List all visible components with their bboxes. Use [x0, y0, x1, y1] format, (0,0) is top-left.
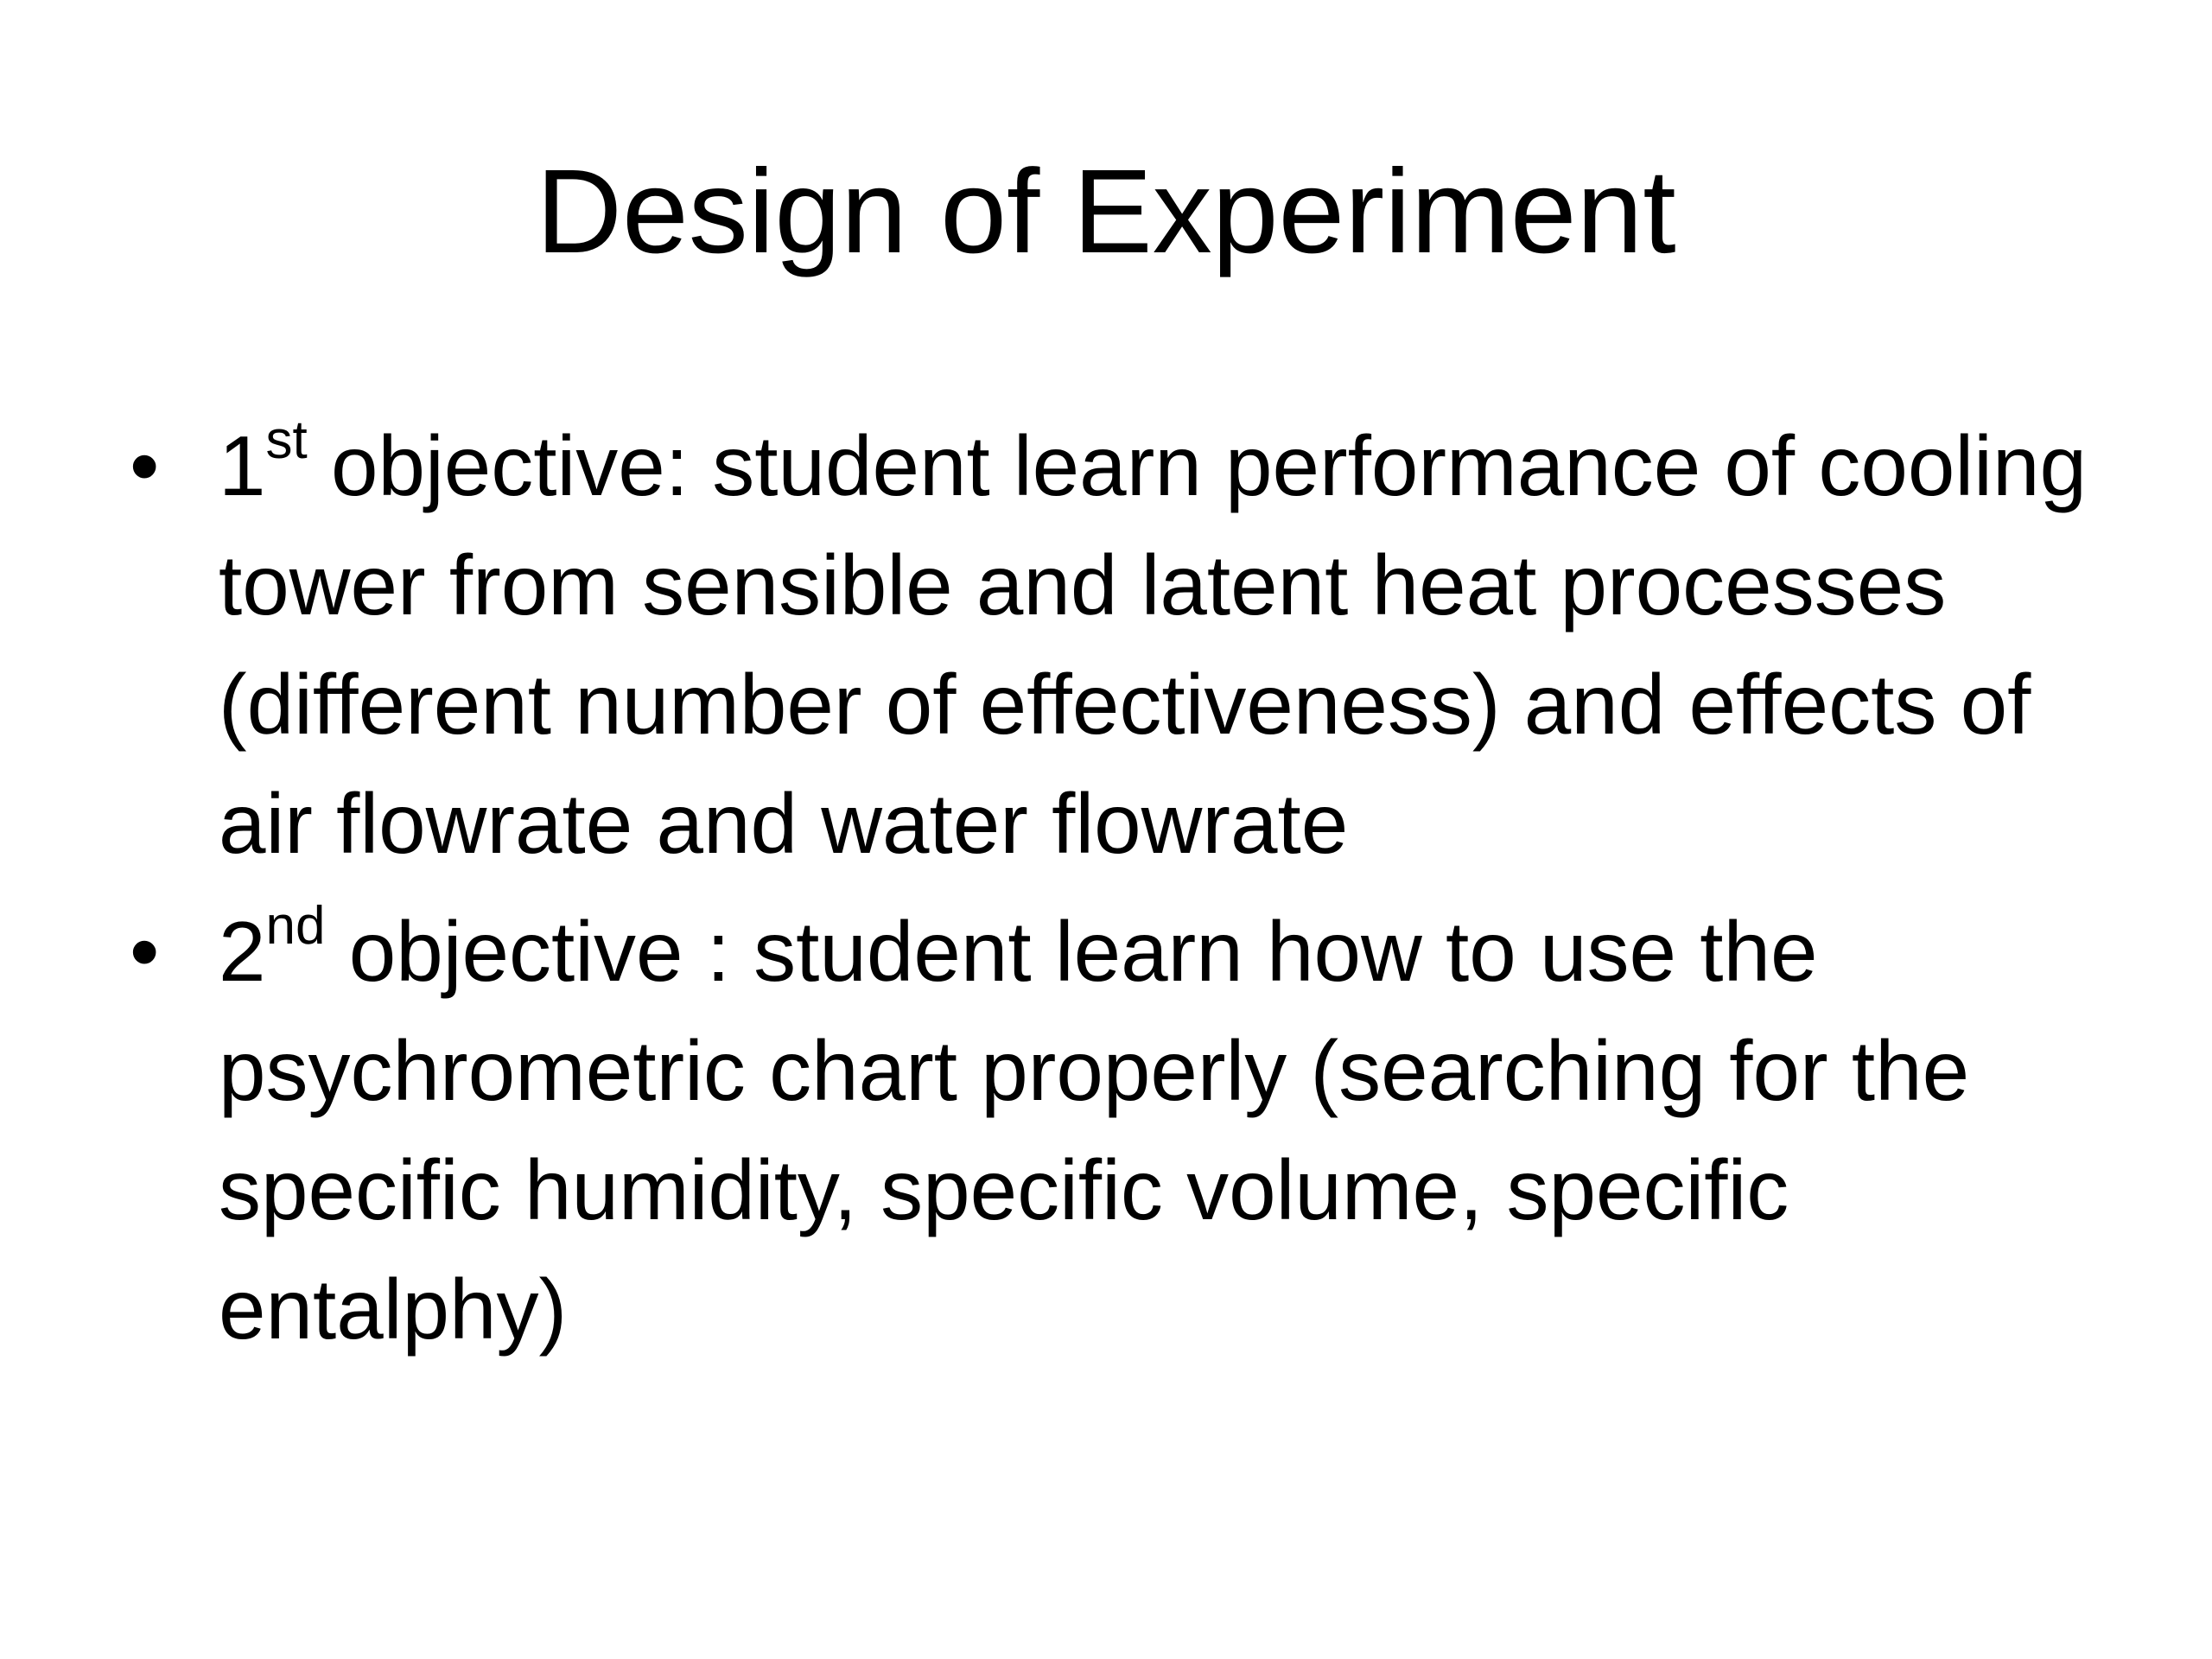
objective-text: objective: student learn performance of cooling tower from sensible and latent heat processes (different number of effectiveness) and effects of air flowrate and water flowrate [219, 418, 2087, 871]
bullet-icon: • [130, 418, 160, 513]
bullet-text [219, 896, 1970, 1357]
ordinal-number: 1 [219, 418, 266, 513]
ordinal-suffix: st [265, 410, 308, 471]
ordinal-suffix: nd [265, 896, 326, 957]
bullet-icon: • [130, 904, 160, 999]
list-item [130, 406, 2117, 883]
bullet-list [130, 406, 2117, 1377]
bullet-text [219, 410, 2087, 871]
slide-title: Design of Experiment [536, 145, 1676, 278]
ordinal-number: 2 [219, 904, 266, 999]
objective-text: objective : student learn how to use the psychrometric chart properly (searching for the specific humidity, specific volume, specific entalphy) [219, 904, 1970, 1357]
list-item [130, 892, 2117, 1369]
